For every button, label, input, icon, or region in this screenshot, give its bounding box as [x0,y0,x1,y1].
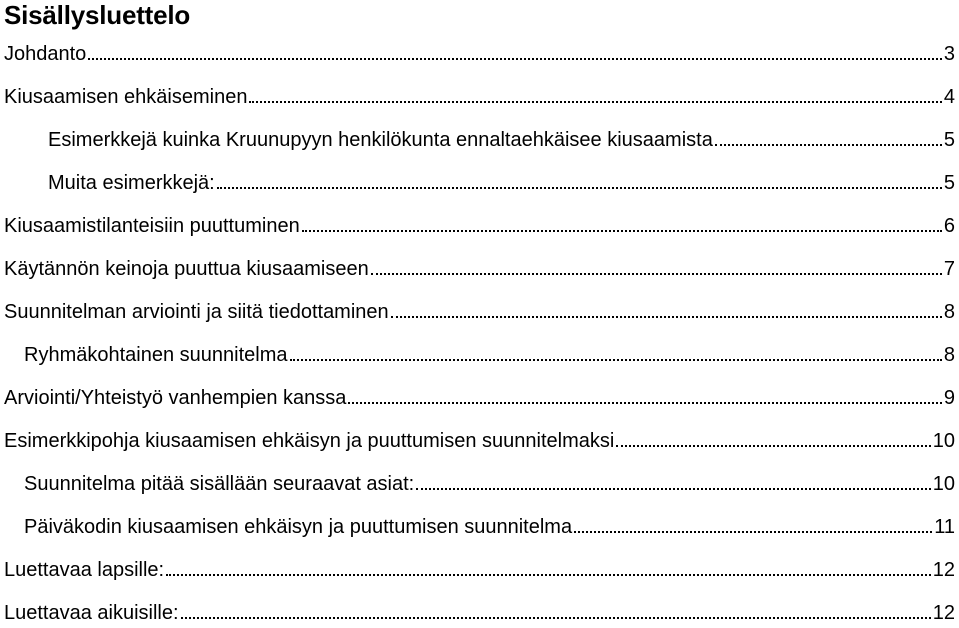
toc-entry-kiusaamisen-ehkaiseminen[interactable] [4,69,955,112]
toc-entry-luettavaa-aikuisille[interactable] [4,585,955,628]
toc-entry-kiusaamistilanteisiin-puuttuminen[interactable] [4,198,955,241]
toc-entry-page-number: 10 [932,473,955,495]
toc-list [4,34,955,628]
toc-entry-label: Ryhmäkohtainen suunnitelma [24,344,288,366]
toc-entry-page-number: 11 [934,516,955,538]
toc-entry-page-number: 8 [943,301,955,323]
toc-dot-leader [181,617,931,619]
toc-entry-esimerkkipohja[interactable] [4,413,955,456]
toc-dot-leader [391,316,942,318]
toc-dot-leader [249,101,941,103]
toc-entry-label: Arviointi/Yhteistyö vanhempien kanssa [4,387,347,409]
toc-dot-leader [371,273,942,275]
toc-dot-leader [574,531,932,533]
toc-entry-label: Johdanto [4,43,87,65]
toc-dot-leader [217,187,942,189]
toc-entry-label: Kiusaamistilanteisiin puuttuminen [4,215,300,237]
toc-entry-kaytannon-keinoja[interactable] [4,241,955,284]
toc-entry-label: Kiusaamisen ehkäiseminen [4,86,248,108]
toc-entry-label: Luettavaa aikuisille: [4,602,179,624]
toc-entry-suunnitelman-arviointi[interactable] [4,284,955,327]
toc-dot-leader [88,58,942,60]
toc-dot-leader [290,359,942,361]
toc-entry-page-number: 12 [932,559,955,581]
toc-entry-esimerkkeja-kruunupyy[interactable] [4,112,955,155]
toc-entry-label: Luettavaa lapsille: [4,559,165,581]
toc-entry-page-number: 10 [932,430,955,452]
toc-entry-label: Käytännön keinoja puuttua kiusaamiseen [4,258,369,280]
toc-entry-label: Esimerkkipohja kiusaamisen ehkäisyn ja puuttumisen suunnitelmaksi [4,430,615,452]
toc-entry-suunnitelma-pitaa-sisallaan[interactable] [4,456,955,499]
toc-entry-page-number: 3 [943,43,955,65]
toc-entry-label: Suunnitelman arviointi ja siitä tiedottaminen [4,301,389,323]
toc-entry-arviointi-yhteistyo[interactable] [4,370,955,413]
toc-entry-page-number: 6 [943,215,955,237]
toc-dot-leader [302,230,942,232]
toc-entry-page-number: 5 [943,129,955,151]
toc-entry-page-number: 9 [943,387,955,409]
toc-entry-johdanto[interactable] [4,34,955,69]
toc-dot-leader [715,144,942,146]
toc-dot-leader [348,402,941,404]
toc-dot-leader [416,488,931,490]
toc-title: Sisällysluettelo [4,0,191,30]
toc-entry-ryhmakohtainen-suunnitelma[interactable] [4,327,955,370]
toc-dot-leader [616,445,930,447]
toc-entry-page-number: 5 [943,172,955,194]
toc-entry-label: Muita esimerkkejä: [48,172,215,194]
toc-entry-muita-esimerkkeja[interactable] [4,155,955,198]
toc-dot-leader [166,574,931,576]
toc-entry-paivakodin-suunnitelma[interactable] [4,499,955,542]
toc-entry-page-number: 7 [943,258,955,280]
toc-entry-page-number: 8 [943,344,955,366]
toc-entry-page-number: 12 [932,602,955,624]
toc-entry-page-number: 4 [943,86,955,108]
toc-entry-luettavaa-lapsille[interactable] [4,542,955,585]
toc-entry-label: Suunnitelma pitää sisällään seuraavat asiat: [24,473,415,495]
toc-entry-label: Esimerkkejä kuinka Kruunupyyn henkilökunta ennaltaehkäisee kiusaamista [48,129,713,151]
toc-entry-label: Päiväkodin kiusaamisen ehkäisyn ja puuttumisen suunnitelma [24,516,573,538]
